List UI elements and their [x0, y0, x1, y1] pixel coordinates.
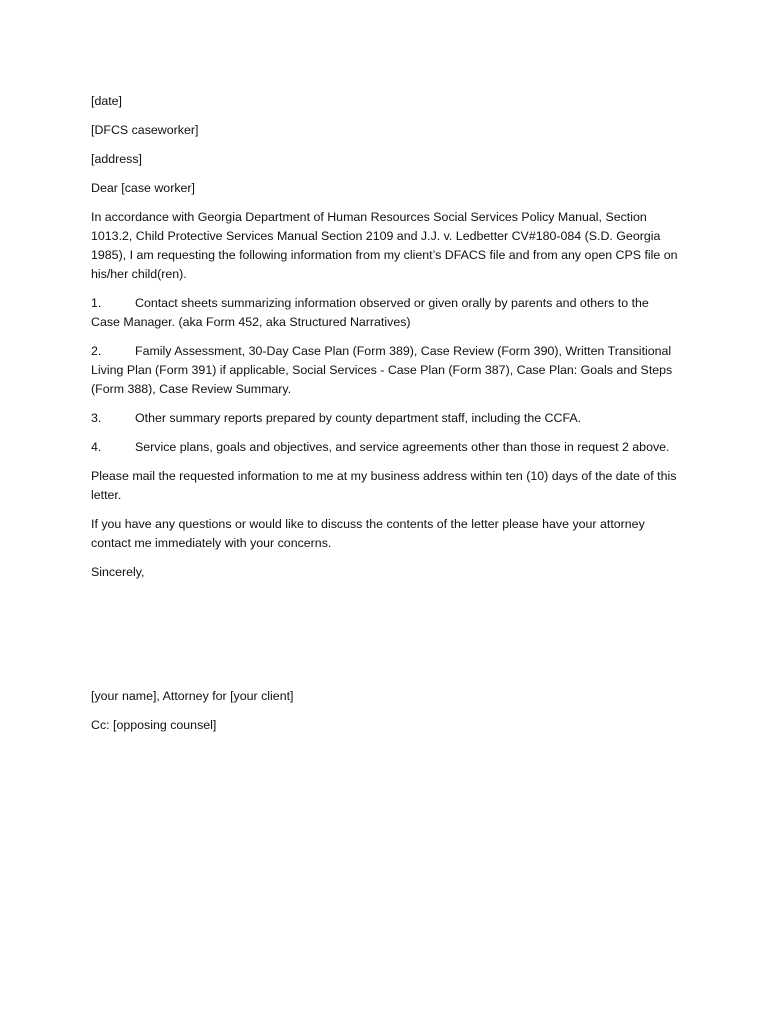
signature-space: [91, 592, 683, 687]
salutation: Dear [case worker]: [91, 181, 195, 195]
recipient-name: [DFCS caseworker]: [91, 123, 199, 137]
intro-paragraph: In accordance with Georgia Department of Human Resources Social Services Policy Manual, Section 1013.2, Child Protective Services Manual Section 2109 and J.J. v. Ledbetter CV#180-084 (S.D. Georgia 1985), I am requesting the following information from my client’s DFACS file and from any open CPS file on his/her child(ren).: [91, 210, 678, 281]
request-text: Family Assessment, 30-Day Case Plan (Form 389), Case Review (Form 390), Written Transitional: [135, 344, 672, 358]
request-1: [91, 294, 683, 332]
request-text-continued: Living Plan (Form 391) if applicable, Social Services - Case Plan (Form 387), Case Plan: Goals and Steps (Form 388), Case Review Summary.: [91, 363, 673, 396]
signature-line: [your name], Attorney for [your client]: [91, 689, 294, 703]
request-text: Other summary reports prepared by county department staff, including the CCFA.: [135, 411, 582, 425]
letter-date: [date]: [91, 94, 123, 108]
request-4: [91, 438, 683, 457]
mail-request-paragraph: Please mail the requested information to me at my business address within ten (10) days of the date of this letter.: [91, 469, 677, 502]
cc-line: Cc: [opposing counsel]: [91, 718, 217, 732]
request-number: 1.: [91, 296, 102, 310]
letter-body: [91, 92, 683, 745]
request-number: 3.: [91, 411, 102, 425]
request-number: 2.: [91, 344, 102, 358]
request-text: Service plans, goals and objectives, and service agreements other than those in request 2 above.: [135, 440, 670, 454]
request-text-continued: Case Manager. (aka Form 452, aka Structured Narratives): [91, 315, 411, 329]
request-text: Contact sheets summarizing information observed or given orally by parents and others to the: [135, 296, 649, 310]
questions-paragraph: If you have any questions or would like to discuss the contents of the letter please have your attorney contact me immediately with your concerns.: [91, 517, 645, 550]
request-3: [91, 409, 683, 428]
request-2: [91, 342, 683, 399]
request-number: 4.: [91, 440, 102, 454]
recipient-address: [address]: [91, 152, 142, 166]
closing: Sincerely,: [91, 565, 145, 579]
